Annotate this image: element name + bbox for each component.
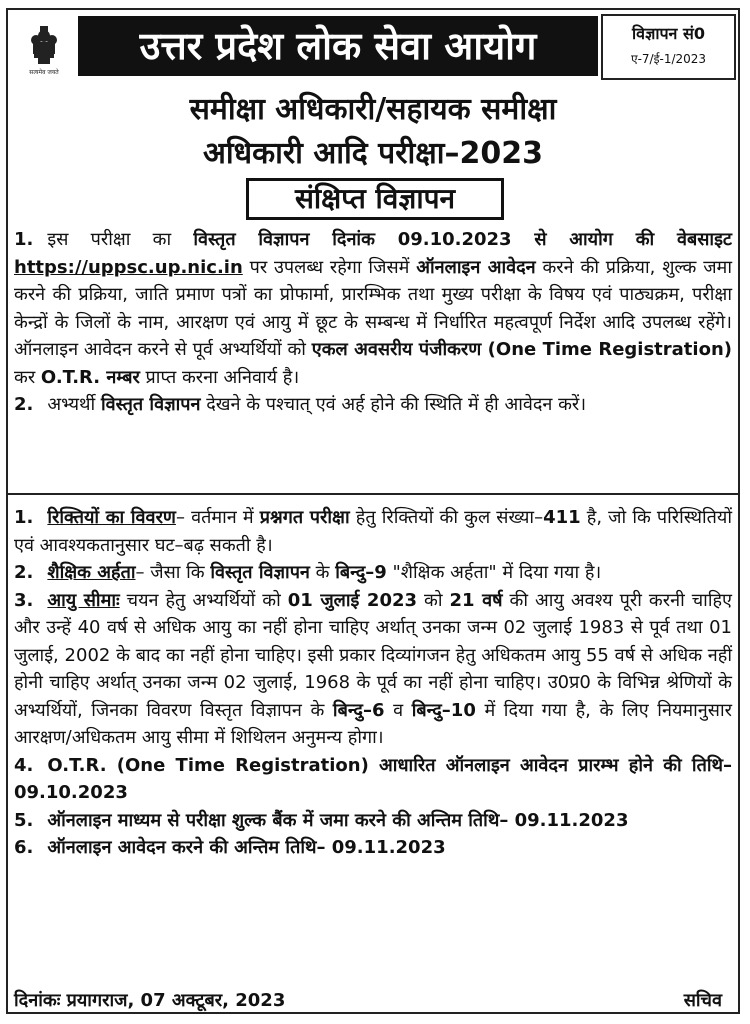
short-advertisement-heading: संक्षिप्त विज्ञापन bbox=[246, 178, 504, 220]
detail-otr-start-date: 4. O.T.R. (One Time Registration) आधारित ऑनलाइन आवेदन प्रारम्भ होने की तिथि– 09.10.2023 bbox=[14, 754, 732, 803]
emblem-motto: सत्यमेव जयते bbox=[29, 69, 59, 76]
footer bbox=[14, 988, 732, 1014]
header bbox=[8, 10, 738, 82]
exam-title bbox=[8, 88, 738, 176]
state-emblem-icon bbox=[16, 18, 72, 80]
date-place: दिनांकः प्रयागराज, 07 अक्टूबर, 2023 bbox=[14, 990, 286, 1011]
detail-age-limit: 3. आयु सीमाः चयन हेतु अभ्यर्थियों को 01 जुलाई 2023 को 21 वर्ष की आयु अवश्य पूरी करनी चाहिए और उन्हें 40 वर्ष से अधिक आयु का नहीं होना चाहिए अर्थात् उनका जन्म 02 जुलाई 1983 से पूर्व तथा 01 जुलाई, 2002 के बाद का नहीं होना चाहिए। इसी प्रकार दिव्यांगजन हेतु अधिकतम आयु 55 वर्ष से अधिक नहीं होनी चाहिए अर्थात् उनका जन्म 02 जुलाई, 1968 के पूर्व का नहीं होना चाहिए। उ0प्र0 के विभिन्न श्रेणियों के अभ्यर्थियों, जिनका विवरण विस्तृत विज्ञापन के बिन्दु–6 व बिन्दु–10 में दिया गया है, के लिए नियमानुसार आरक्षण/अधिकतम आयु सीमा में शिथिलन अनुमन्य होगा। bbox=[14, 589, 733, 748]
advertisement-number-box bbox=[601, 14, 736, 80]
advertisement-number-value: ए-7/ई-1/2023 bbox=[630, 52, 707, 66]
commission-name: उत्तर प्रदेश लोक सेवा आयोग bbox=[78, 16, 598, 76]
exam-title-line1: समीक्षा अधिकारी/सहायक समीक्षा bbox=[189, 92, 557, 127]
general-instructions bbox=[14, 226, 732, 419]
advertisement-number-label: विज्ञापन सं0 bbox=[632, 24, 705, 43]
detail-vacancies: 1. रिक्तियों का विवरण– वर्तमान में प्रश्नगत परीक्षा हेतु रिक्तियों की कुल संख्या–411 है, जो कि परिस्थितियों एवं आवश्यकतानुसार घट–बढ़ सकती है। bbox=[14, 507, 733, 556]
instruction-2: 2. अभ्यर्थी विस्तृत विज्ञापन देखने के पश्चात् एवं अर्ह होने की स्थिति में ही आवेदन करें। bbox=[14, 394, 587, 415]
instruction-1: 1. इस परीक्षा का विस्तृत विज्ञापन दिनांक 09.10.2023 से आयोग की वेबसाइट https://uppsc.up.nic.in पर उपलब्ध रहेगा जिसमें ऑनलाइन आवेदन करने की प्रक्रिया, शुल्क जमा करने की प्रक्रिया, जाति प्रमाण पत्रों का प्रोफार्मा, प्रारम्भिक तथा मुख्य परीक्षा के विषय एवं पाठ्यक्रम, परीक्षा केन्द्रों के जिलों के नाम, आरक्षण एवं आयु में छूट के सम्बन्ध में निर्धारित महत्वपूर्ण निर्देश आदि उपलब्ध रहेंगे। ऑनलाइन आवेदन करने से पूर्व अभ्यर्थियों को एकल अवसरीय पंजीकरण (One Time Registration) कर O.T.R. नम्बर प्राप्त करना अनिवार्य है। bbox=[14, 229, 732, 388]
signatory: सचिव bbox=[683, 990, 722, 1011]
exam-title-line2: अधिकारी आदि परीक्षा–2023 bbox=[202, 136, 544, 171]
section-divider bbox=[8, 493, 738, 495]
detail-qualification: 2. शैक्षिक अर्हता– जैसा कि विस्तृत विज्ञापन के बिन्दु–9 "शैक्षिक अर्हता" में दिया गया है। bbox=[14, 562, 602, 583]
advertisement-page bbox=[6, 8, 740, 1014]
detail-fee-last-date: 5. ऑनलाइन माध्यम से परीक्षा शुल्क बैंक में जमा करने की अन्तिम तिथि– 09.11.2023 bbox=[14, 809, 629, 831]
exam-details bbox=[14, 504, 732, 862]
detail-application-last-date: 6. ऑनलाइन आवेदन करने की अन्तिम तिथि– 09.11.2023 bbox=[14, 837, 446, 858]
website-link[interactable]: https://uppsc.up.nic.in bbox=[14, 256, 243, 278]
